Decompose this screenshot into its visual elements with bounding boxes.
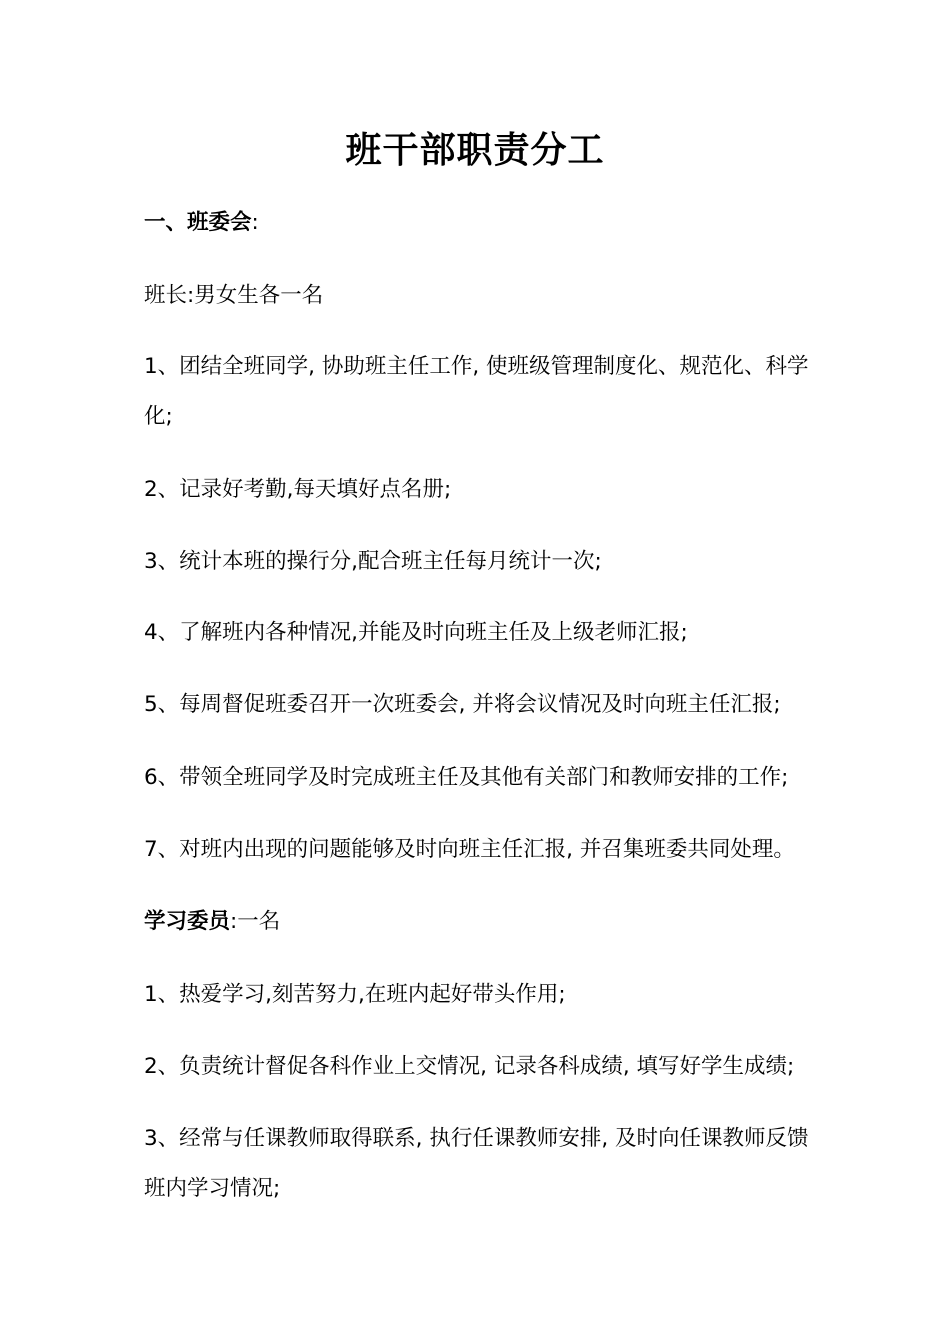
study-label (144, 907, 824, 937)
monitor-item-2: 2、记录好考勤,每天填好点名册; (144, 477, 452, 502)
study-item-1: 1、热爱学习,刻苦努力,在班内起好带头作用; (144, 982, 566, 1007)
monitor-item-5: 5、每周督促班委召开一次班委会, 并将会议情况及时向班主任汇报; (144, 692, 781, 717)
section-heading (144, 208, 824, 238)
monitor-item-1: 1、团结全班同学, 协助班主任工作, 使班级管理制度化、规范化、科学化; (144, 354, 809, 429)
monitor-item-3: 3、统计本班的操行分,配合班主任每月统计一次; (144, 549, 602, 574)
study-label-text: 学习委员 (144, 909, 231, 934)
document-title: 班干部职责分工 (345, 130, 605, 171)
monitor-item-4: 4、了解班内各种情况,并能及时向班主任及上级老师汇报; (144, 620, 688, 645)
monitor-label: 班长:男女生各一名 (144, 283, 324, 308)
section-heading-colon: : (251, 210, 259, 235)
study-item-2: 2、负责统计督促各科作业上交情况, 记录各科成绩, 填写好学生成绩; (144, 1054, 795, 1079)
section-heading-text: 一、班委会 (144, 210, 252, 235)
study-label-suffix: :一名 (230, 909, 281, 934)
study-item-3: 3、经常与任课教师取得联系, 执行任课教师安排, 及时向任课教师反馈班内学习情况; (144, 1126, 809, 1201)
monitor-item-6: 6、带领全班同学及时完成班主任及其他有关部门和教师安排的工作; (144, 765, 789, 790)
monitor-item-7: 7、对班内出现的问题能够及时向班主任汇报, 并召集班委共同处理。 (144, 837, 795, 862)
